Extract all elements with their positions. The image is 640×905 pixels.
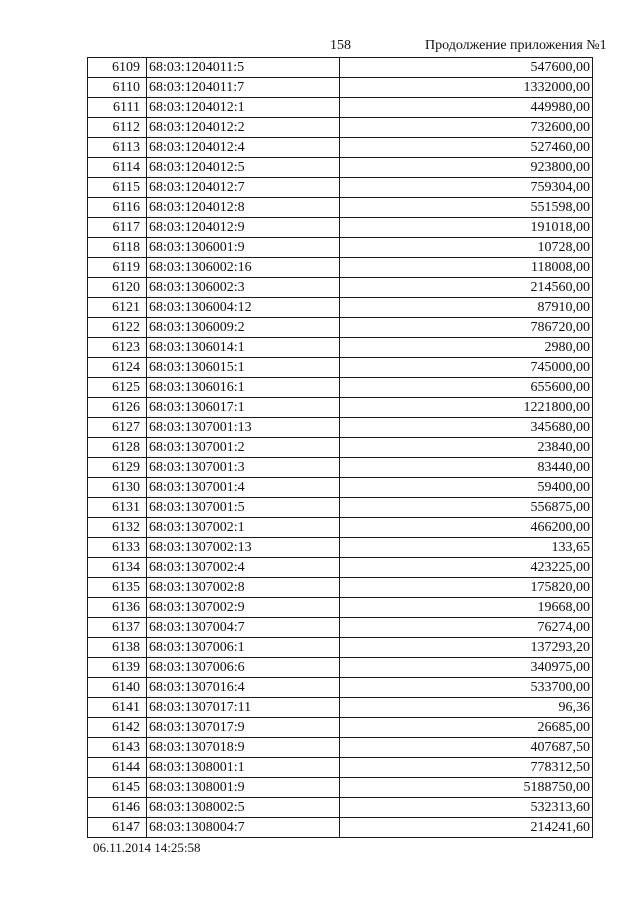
table-row [88, 398, 593, 418]
row-number-cell: 6128 [88, 438, 147, 458]
cadastral-value-cell: 5188750,00 [340, 778, 593, 798]
row-number-cell: 6118 [88, 238, 147, 258]
table-row [88, 118, 593, 138]
table-row [88, 638, 593, 658]
cadastral-value-cell: 23840,00 [340, 438, 593, 458]
table-row [88, 198, 593, 218]
cadastral-number-cell: 68:03:1307016:4 [147, 678, 340, 698]
row-number-cell: 6144 [88, 758, 147, 778]
cadastral-number-cell: 68:03:1307006:6 [147, 658, 340, 678]
cadastral-value-cell: 96,36 [340, 698, 593, 718]
cadastral-value-cell: 214241,60 [340, 818, 593, 838]
cadastral-value-cell: 175820,00 [340, 578, 593, 598]
table-row [88, 358, 593, 378]
cadastral-value-cell: 59400,00 [340, 478, 593, 498]
row-number-cell: 6123 [88, 338, 147, 358]
cadastral-number-cell: 68:03:1308002:5 [147, 798, 340, 818]
table-row [88, 238, 593, 258]
table-row [88, 418, 593, 438]
cadastral-value-cell: 19668,00 [340, 598, 593, 618]
row-number-cell: 6126 [88, 398, 147, 418]
row-number-cell: 6137 [88, 618, 147, 638]
cadastral-number-cell: 68:03:1204011:5 [147, 58, 340, 78]
cadastral-value-cell: 87910,00 [340, 298, 593, 318]
cadastral-number-cell: 68:03:1307017:11 [147, 698, 340, 718]
table-row [88, 558, 593, 578]
table-row [88, 818, 593, 838]
table-row [88, 658, 593, 678]
cadastral-number-cell: 68:03:1204012:4 [147, 138, 340, 158]
row-number-cell: 6130 [88, 478, 147, 498]
cadastral-number-cell: 68:03:1204012:7 [147, 178, 340, 198]
row-number-cell: 6116 [88, 198, 147, 218]
cadastral-value-table [87, 57, 593, 838]
row-number-cell: 6138 [88, 638, 147, 658]
cadastral-number-cell: 68:03:1307001:4 [147, 478, 340, 498]
row-number-cell: 6114 [88, 158, 147, 178]
row-number-cell: 6143 [88, 738, 147, 758]
table-row [88, 518, 593, 538]
row-number-cell: 6117 [88, 218, 147, 238]
table-row [88, 78, 593, 98]
row-number-cell: 6125 [88, 378, 147, 398]
cadastral-number-cell: 68:03:1306009:2 [147, 318, 340, 338]
row-number-cell: 6131 [88, 498, 147, 518]
cadastral-value-cell: 778312,50 [340, 758, 593, 778]
row-number-cell: 6120 [88, 278, 147, 298]
cadastral-value-cell: 527460,00 [340, 138, 593, 158]
cadastral-number-cell: 68:03:1307002:4 [147, 558, 340, 578]
table-row [88, 138, 593, 158]
row-number-cell: 6142 [88, 718, 147, 738]
cadastral-value-cell: 786720,00 [340, 318, 593, 338]
table-row [88, 698, 593, 718]
row-number-cell: 6136 [88, 598, 147, 618]
table-row [88, 718, 593, 738]
cadastral-number-cell: 68:03:1306002:3 [147, 278, 340, 298]
cadastral-value-cell: 214560,00 [340, 278, 593, 298]
table-row [88, 778, 593, 798]
table-row [88, 738, 593, 758]
cadastral-number-cell: 68:03:1307006:1 [147, 638, 340, 658]
table-row [88, 478, 593, 498]
cadastral-number-cell: 68:03:1204012:9 [147, 218, 340, 238]
table-row [88, 618, 593, 638]
cadastral-value-cell: 76274,00 [340, 618, 593, 638]
cadastral-value-cell: 449980,00 [340, 98, 593, 118]
table-row [88, 298, 593, 318]
table-row [88, 58, 593, 78]
cadastral-value-cell: 10728,00 [340, 238, 593, 258]
cadastral-value-cell: 759304,00 [340, 178, 593, 198]
cadastral-number-cell: 68:03:1308001:1 [147, 758, 340, 778]
cadastral-value-cell: 133,65 [340, 538, 593, 558]
cadastral-number-cell: 68:03:1307017:9 [147, 718, 340, 738]
table-row [88, 218, 593, 238]
cadastral-number-cell: 68:03:1308004:7 [147, 818, 340, 838]
cadastral-value-cell: 1221800,00 [340, 398, 593, 418]
table-row [88, 378, 593, 398]
cadastral-number-cell: 68:03:1204012:8 [147, 198, 340, 218]
footer-timestamp: 06.11.2014 14:25:58 [93, 840, 201, 855]
cadastral-number-cell: 68:03:1306004:12 [147, 298, 340, 318]
row-number-cell: 6110 [88, 78, 147, 98]
page-number: 158 [330, 38, 351, 53]
cadastral-value-cell: 551598,00 [340, 198, 593, 218]
table-row [88, 438, 593, 458]
row-number-cell: 6112 [88, 118, 147, 138]
cadastral-value-cell: 923800,00 [340, 158, 593, 178]
cadastral-value-cell: 732600,00 [340, 118, 593, 138]
row-number-cell: 6132 [88, 518, 147, 538]
cadastral-value-cell: 547600,00 [340, 58, 593, 78]
cadastral-number-cell: 68:03:1306017:1 [147, 398, 340, 418]
cadastral-number-cell: 68:03:1204012:2 [147, 118, 340, 138]
table-row [88, 338, 593, 358]
row-number-cell: 6109 [88, 58, 147, 78]
row-number-cell: 6113 [88, 138, 147, 158]
row-number-cell: 6134 [88, 558, 147, 578]
cadastral-number-cell: 68:03:1307004:7 [147, 618, 340, 638]
table-row [88, 538, 593, 558]
row-number-cell: 6135 [88, 578, 147, 598]
continuation-title: Продолжение приложения №1 [425, 38, 607, 53]
table-row [88, 598, 593, 618]
cadastral-number-cell: 68:03:1307018:9 [147, 738, 340, 758]
cadastral-number-cell: 68:03:1306002:16 [147, 258, 340, 278]
cadastral-value-cell: 1332000,00 [340, 78, 593, 98]
cadastral-value-cell: 191018,00 [340, 218, 593, 238]
cadastral-value-cell: 345680,00 [340, 418, 593, 438]
table-row [88, 678, 593, 698]
cadastral-number-cell: 68:03:1307002:1 [147, 518, 340, 538]
cadastral-value-cell: 556875,00 [340, 498, 593, 518]
row-number-cell: 6140 [88, 678, 147, 698]
cadastral-number-cell: 68:03:1204011:7 [147, 78, 340, 98]
cadastral-value-cell: 407687,50 [340, 738, 593, 758]
row-number-cell: 6122 [88, 318, 147, 338]
cadastral-value-cell: 26685,00 [340, 718, 593, 738]
cadastral-value-cell: 118008,00 [340, 258, 593, 278]
row-number-cell: 6127 [88, 418, 147, 438]
table-row [88, 278, 593, 298]
table-row [88, 98, 593, 118]
cadastral-number-cell: 68:03:1307002:13 [147, 538, 340, 558]
table-row [88, 318, 593, 338]
cadastral-number-cell: 68:03:1307001:3 [147, 458, 340, 478]
table-row [88, 178, 593, 198]
cadastral-value-cell: 533700,00 [340, 678, 593, 698]
table-row [88, 158, 593, 178]
row-number-cell: 6141 [88, 698, 147, 718]
cadastral-value-cell: 2980,00 [340, 338, 593, 358]
cadastral-number-cell: 68:03:1307002:9 [147, 598, 340, 618]
cadastral-value-cell: 532313,60 [340, 798, 593, 818]
cadastral-number-cell: 68:03:1306001:9 [147, 238, 340, 258]
cadastral-value-cell: 745000,00 [340, 358, 593, 378]
table-row [88, 498, 593, 518]
row-number-cell: 6129 [88, 458, 147, 478]
row-number-cell: 6119 [88, 258, 147, 278]
cadastral-number-cell: 68:03:1306015:1 [147, 358, 340, 378]
cadastral-number-cell: 68:03:1306014:1 [147, 338, 340, 358]
row-number-cell: 6133 [88, 538, 147, 558]
row-number-cell: 6124 [88, 358, 147, 378]
table-row [88, 578, 593, 598]
cadastral-value-cell: 137293,20 [340, 638, 593, 658]
row-number-cell: 6146 [88, 798, 147, 818]
cadastral-value-cell: 466200,00 [340, 518, 593, 538]
table-row [88, 758, 593, 778]
cadastral-value-cell: 340975,00 [340, 658, 593, 678]
cadastral-value-cell: 423225,00 [340, 558, 593, 578]
cadastral-number-cell: 68:03:1306016:1 [147, 378, 340, 398]
cadastral-number-cell: 68:03:1307001:13 [147, 418, 340, 438]
row-number-cell: 6147 [88, 818, 147, 838]
row-number-cell: 6145 [88, 778, 147, 798]
cadastral-number-cell: 68:03:1307002:8 [147, 578, 340, 598]
row-number-cell: 6139 [88, 658, 147, 678]
table-row [88, 458, 593, 478]
table-row [88, 798, 593, 818]
cadastral-number-cell: 68:03:1307001:2 [147, 438, 340, 458]
row-number-cell: 6115 [88, 178, 147, 198]
cadastral-number-cell: 68:03:1308001:9 [147, 778, 340, 798]
cadastral-number-cell: 68:03:1204012:5 [147, 158, 340, 178]
row-number-cell: 6121 [88, 298, 147, 318]
cadastral-number-cell: 68:03:1307001:5 [147, 498, 340, 518]
cadastral-value-cell: 83440,00 [340, 458, 593, 478]
cadastral-value-cell: 655600,00 [340, 378, 593, 398]
row-number-cell: 6111 [88, 98, 147, 118]
table-row [88, 258, 593, 278]
cadastral-number-cell: 68:03:1204012:1 [147, 98, 340, 118]
